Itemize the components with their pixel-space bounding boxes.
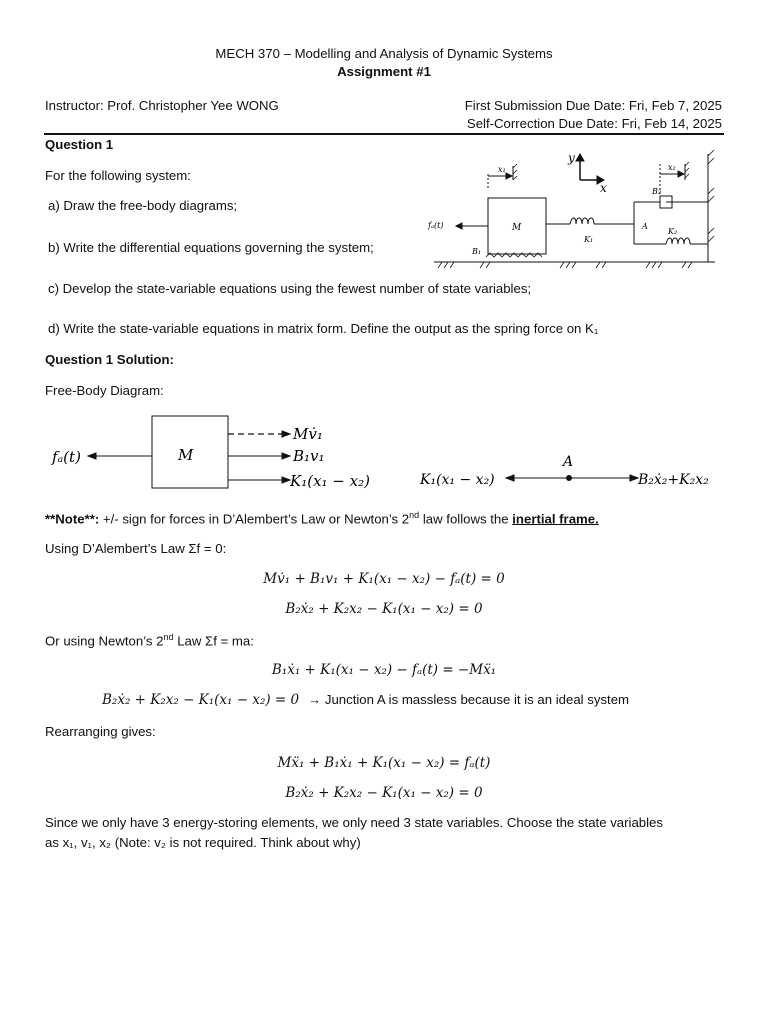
equation-4-note: → Junction A is massless because it is an ideal system xyxy=(308,692,630,707)
newton-suffix: Law Σf = ma: xyxy=(173,633,254,649)
fbd-damping: B₁v₁ xyxy=(293,447,325,465)
fbd-mass xyxy=(50,412,380,500)
course-title: MECH 370 – Modelling and Analysis of Dynamic Systems xyxy=(215,46,553,61)
equation-5: Mẍ₁ + B₁ẋ₁ + K₁(x₁ − x₂) = fₐ(t) xyxy=(277,755,491,771)
due-date-first: First Submission Due Date: Fri, Feb 7, 2025 xyxy=(464,98,722,113)
assignment-title: Assignment #1 xyxy=(337,64,431,79)
newton-label xyxy=(45,632,254,648)
fbd-spring: K₁(x₁ − x₂) xyxy=(290,472,370,490)
state-variables-line-1: Since we only have 3 energy-storing elements, we only need 3 state variables. Choose the state variables xyxy=(45,815,663,830)
label-b2: B₂ xyxy=(652,187,662,196)
note-text2: law follows the xyxy=(419,511,513,527)
fbd-junction-a: A xyxy=(563,454,574,470)
equation-6: B₂ẋ₂ + K₂x₂ − K₁(x₁ − x₂) = 0 xyxy=(285,785,483,801)
label-x2: x₂ xyxy=(668,163,676,172)
newton-sup: nd xyxy=(163,632,174,642)
note-prefix: **Note**: xyxy=(45,511,100,527)
equation-2: B₂ẋ₂ + K₂x₂ − K₁(x₁ − x₂) = 0 xyxy=(285,601,483,617)
newton-prefix: Or using Newton’s 2 xyxy=(45,633,164,649)
label-x1: x₁ xyxy=(498,165,506,174)
axis-x-label: x xyxy=(600,181,607,195)
note-emphasis: inertial frame. xyxy=(512,511,599,527)
question-title: Question 1 xyxy=(45,137,114,152)
note xyxy=(45,510,599,526)
label-a: A xyxy=(642,222,648,231)
fbd-fa: fₐ(t) xyxy=(52,448,81,466)
spring-k2 xyxy=(666,238,690,244)
label-fa: fₐ(t) xyxy=(428,221,444,230)
part-c: c) Develop the state-variable equations using the fewest number of state variables; xyxy=(48,281,532,296)
system-diagram xyxy=(420,144,725,272)
equation-3: B₁ẋ₁ + K₁(x₁ − x₂) − fₐ(t) = −Mẍ₁ xyxy=(271,662,497,678)
part-d: d) Write the state-variable equations in matrix form. Define the output as the spring force on K₁ xyxy=(48,321,599,336)
state-variables-line-2: as x₁, v₁, x₂ (Note: v₂ is not required. Think about why) xyxy=(45,835,361,850)
solution-title: Question 1 Solution: xyxy=(45,352,174,367)
fbd-junction-right: B₂ẋ₂+K₂x₂ xyxy=(638,472,709,488)
rearrange-label: Rearranging gives: xyxy=(45,724,156,739)
part-b: b) Write the differential equations governing the system; xyxy=(48,240,374,255)
fbd-junction-left: K₁(x₁ − x₂) xyxy=(420,472,495,488)
dalembert-label: Using D’Alembert’s Law Σf = 0: xyxy=(45,541,227,556)
fbd-inertia: Mv̇₁ xyxy=(293,425,323,443)
due-date-correction: Self-Correction Due Date: Fri, Feb 14, 2025 xyxy=(466,116,722,131)
axis-y-label: y xyxy=(568,151,575,165)
label-k2: K₂ xyxy=(668,227,678,236)
equation-4: B₂ẋ₂ + K₂x₂ − K₁(x₁ − x₂) = 0 xyxy=(102,692,300,708)
note-sup: nd xyxy=(409,510,420,520)
fbd-junction xyxy=(418,450,730,490)
fbd-mass-label: M xyxy=(178,446,194,464)
instructor: Instructor: Prof. Christopher Yee WONG xyxy=(45,98,279,113)
header-divider xyxy=(44,133,724,135)
equation-1: Mv̇₁ + B₁v₁ + K₁(x₁ − x₂) − fₐ(t) = 0 xyxy=(263,571,505,587)
note-text: +/- sign for forces in D’Alembert’s Law or Newton’s 2 xyxy=(99,511,410,527)
part-a: a) Draw the free-body diagrams; xyxy=(48,198,238,213)
question-intro: For the following system: xyxy=(45,168,191,183)
label-k1: K₁ xyxy=(584,235,594,244)
fbd-label: Free-Body Diagram: xyxy=(45,383,164,398)
label-mass: M xyxy=(512,223,522,233)
label-b1: B₁ xyxy=(472,247,482,256)
spring-k1 xyxy=(570,218,594,224)
